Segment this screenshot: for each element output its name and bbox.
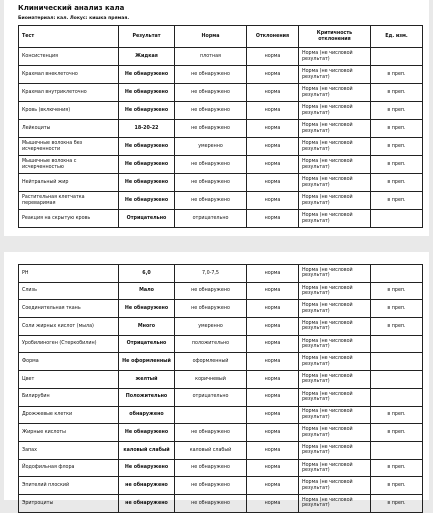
cell-test: Мышечные волокна с исчерченностью	[19, 156, 119, 174]
cell-criticality: Норма (не числовой результат)	[299, 388, 371, 406]
cell-deviation: норма	[247, 441, 299, 459]
cell-deviation: норма	[247, 138, 299, 156]
table-row	[19, 494, 423, 512]
cell-result: Не обнаружено	[119, 66, 175, 84]
header-deviation: Отклонения	[247, 26, 299, 48]
cell-deviation: норма	[247, 120, 299, 138]
table-row	[19, 265, 423, 283]
cell-criticality: Норма (не числовой результат)	[299, 335, 371, 353]
table-row	[19, 353, 423, 371]
cell-norm: не обнаружено	[175, 102, 247, 120]
cell-result: Не оформленный	[119, 353, 175, 371]
cell-norm: положительно	[175, 335, 247, 353]
cell-criticality: Норма (не числовой результат)	[299, 48, 371, 66]
header-test: Тест	[19, 26, 119, 48]
cell-deviation: норма	[247, 335, 299, 353]
cell-result: Жидкая	[119, 48, 175, 66]
cell-unit	[371, 441, 423, 459]
cell-result: Не обнаружено	[119, 300, 175, 318]
cell-criticality: Норма (не числовой результат)	[299, 102, 371, 120]
report-subtitle: Биоматериал: кал. Локус: кишка прямая.	[18, 16, 130, 21]
table-row	[19, 406, 423, 424]
cell-unit	[371, 210, 423, 228]
cell-test: Йодофильная флора	[19, 459, 119, 477]
cell-unit: в преп.	[371, 84, 423, 102]
cell-criticality: Норма (не числовой результат)	[299, 265, 371, 283]
cell-unit	[371, 48, 423, 66]
cell-test: Растительная клетчатка переваримая	[19, 192, 119, 210]
table-row	[19, 66, 423, 84]
cell-deviation: норма	[247, 300, 299, 318]
cell-deviation: норма	[247, 102, 299, 120]
cell-test: Запах	[19, 441, 119, 459]
cell-unit: в преп.	[371, 66, 423, 84]
cell-unit: в преп.	[371, 102, 423, 120]
cell-unit	[371, 335, 423, 353]
cell-result: Не обнаружено	[119, 84, 175, 102]
cell-norm: не обнаружено	[175, 477, 247, 495]
cell-result: 6,0	[119, 265, 175, 283]
cell-deviation: норма	[247, 459, 299, 477]
cell-deviation: норма	[247, 353, 299, 371]
cell-result: Не обнаружено	[119, 174, 175, 192]
table-row	[19, 156, 423, 174]
cell-criticality: Норма (не числовой результат)	[299, 300, 371, 318]
cell-norm: умеренно	[175, 318, 247, 336]
cell-result: Не обнаружено	[119, 138, 175, 156]
header-norm: Норма	[175, 26, 247, 48]
cell-unit: в преп.	[371, 477, 423, 495]
cell-norm: не обнаружено	[175, 300, 247, 318]
cell-unit: в преп.	[371, 174, 423, 192]
cell-norm: не обнаружено	[175, 174, 247, 192]
table-row	[19, 192, 423, 210]
cell-criticality: Норма (не числовой результат)	[299, 84, 371, 102]
cell-criticality: Норма (не числовой результат)	[299, 210, 371, 228]
cell-deviation: норма	[247, 84, 299, 102]
cell-norm: отрицательно	[175, 388, 247, 406]
cell-norm: умеренно	[175, 138, 247, 156]
cell-unit: в преп.	[371, 318, 423, 336]
cell-criticality: Норма (не числовой результат)	[299, 318, 371, 336]
cell-result: Отрицательно	[119, 335, 175, 353]
cell-result: не обнаружено	[119, 477, 175, 495]
cell-criticality: Норма (не числовой результат)	[299, 459, 371, 477]
cell-test: Нейтральный жир	[19, 174, 119, 192]
cell-test: Кровь (включения)	[19, 102, 119, 120]
cell-unit: в преп.	[371, 192, 423, 210]
cell-norm: каловый слабый	[175, 441, 247, 459]
cell-norm: 7,0-7,5	[175, 265, 247, 283]
table-row	[19, 477, 423, 495]
cell-test: Дрожжевые клетки	[19, 406, 119, 424]
report-title: Клинический анализ кала	[18, 4, 125, 12]
page-separator	[0, 236, 433, 252]
table-row	[19, 120, 423, 138]
cell-deviation: норма	[247, 282, 299, 300]
cell-deviation: норма	[247, 210, 299, 228]
table-row	[19, 138, 423, 156]
table-row	[19, 84, 423, 102]
cell-test: Мышечные волокна без исчерченности	[19, 138, 119, 156]
cell-unit: в преп.	[371, 120, 423, 138]
table-header-row	[19, 26, 423, 48]
cell-norm: коричневый	[175, 371, 247, 389]
cell-test: Эритроциты	[19, 494, 119, 512]
table-row	[19, 388, 423, 406]
cell-norm: отрицательно	[175, 210, 247, 228]
table-row	[19, 424, 423, 442]
cell-result: Мало	[119, 282, 175, 300]
cell-test: Лейкоциты	[19, 120, 119, 138]
cell-deviation: норма	[247, 318, 299, 336]
cell-test: Консистенция	[19, 48, 119, 66]
table-row	[19, 441, 423, 459]
table-row	[19, 318, 423, 336]
cell-criticality: Норма (не числовой результат)	[299, 282, 371, 300]
cell-norm	[175, 406, 247, 424]
cell-unit: в преп.	[371, 459, 423, 477]
cell-criticality: Норма (не числовой результат)	[299, 424, 371, 442]
cell-test: Цвет	[19, 371, 119, 389]
cell-criticality: Норма (не числовой результат)	[299, 353, 371, 371]
cell-unit: в преп.	[371, 406, 423, 424]
cell-result: не обнаружено	[119, 494, 175, 512]
cell-criticality: Норма (не числовой результат)	[299, 371, 371, 389]
table-row	[19, 371, 423, 389]
table-row	[19, 102, 423, 120]
cell-deviation: норма	[247, 48, 299, 66]
cell-norm: не обнаружено	[175, 282, 247, 300]
cell-unit: в преп.	[371, 494, 423, 512]
cell-unit: в преп.	[371, 300, 423, 318]
cell-criticality: Норма (не числовой результат)	[299, 120, 371, 138]
cell-norm: плотная	[175, 48, 247, 66]
cell-test: Соединительная ткань	[19, 300, 119, 318]
cell-result: обнаружено	[119, 406, 175, 424]
cell-criticality: Норма (не числовой результат)	[299, 494, 371, 512]
table-row	[19, 48, 423, 66]
cell-unit	[371, 353, 423, 371]
cell-deviation: норма	[247, 424, 299, 442]
table-row	[19, 174, 423, 192]
cell-result: желтый	[119, 371, 175, 389]
cell-result: Отрицательно	[119, 210, 175, 228]
cell-deviation: норма	[247, 174, 299, 192]
cell-criticality: Норма (не числовой результат)	[299, 477, 371, 495]
cell-result: Не обнаружено	[119, 459, 175, 477]
cell-unit	[371, 265, 423, 283]
header-unit: Ед. изм.	[371, 26, 423, 48]
cell-criticality: Норма (не числовой результат)	[299, 192, 371, 210]
table-body-page-2	[19, 265, 423, 513]
cell-deviation: норма	[247, 371, 299, 389]
cell-result: Много	[119, 318, 175, 336]
cell-test: Крахмал внеклеточно	[19, 66, 119, 84]
results-table-page-2	[18, 264, 423, 513]
cell-unit	[371, 371, 423, 389]
cell-unit: в преп.	[371, 138, 423, 156]
table-body-page-1	[19, 48, 423, 228]
table-row	[19, 459, 423, 477]
cell-norm: не обнаружено	[175, 192, 247, 210]
cell-criticality: Норма (не числовой результат)	[299, 406, 371, 424]
cell-result: Не обнаружено	[119, 102, 175, 120]
cell-result: 18-20-22	[119, 120, 175, 138]
cell-norm: не обнаружено	[175, 424, 247, 442]
cell-unit: в преп.	[371, 282, 423, 300]
cell-result: Не обнаружено	[119, 192, 175, 210]
cell-result: Положительно	[119, 388, 175, 406]
cell-unit	[371, 388, 423, 406]
cell-deviation: норма	[247, 156, 299, 174]
report-page-1	[4, 0, 429, 236]
cell-criticality: Норма (не числовой результат)	[299, 174, 371, 192]
cell-norm: не обнаружено	[175, 66, 247, 84]
cell-norm: не обнаружено	[175, 84, 247, 102]
cell-test: PH	[19, 265, 119, 283]
cell-deviation: норма	[247, 265, 299, 283]
cell-result: Не обнаружено	[119, 156, 175, 174]
cell-test: Форма	[19, 353, 119, 371]
cell-norm: не обнаружено	[175, 156, 247, 174]
cell-deviation: норма	[247, 406, 299, 424]
cell-test: Билирубин	[19, 388, 119, 406]
table-row	[19, 300, 423, 318]
report-page-2	[4, 252, 429, 509]
cell-unit: в преп.	[371, 424, 423, 442]
cell-criticality: Норма (не числовой результат)	[299, 138, 371, 156]
results-table-page-1	[18, 25, 423, 228]
cell-test: Эпителий плоский	[19, 477, 119, 495]
cell-norm: оформленный	[175, 353, 247, 371]
cell-norm: не обнаружено	[175, 120, 247, 138]
cell-result: каловый слабый	[119, 441, 175, 459]
cell-test: Реакция на скрытую кровь	[19, 210, 119, 228]
table-row	[19, 282, 423, 300]
cell-result: Не обнаружено	[119, 424, 175, 442]
cell-unit: в преп.	[371, 156, 423, 174]
cell-test: Слизь	[19, 282, 119, 300]
cell-norm: не обнаружено	[175, 494, 247, 512]
table-row	[19, 335, 423, 353]
cell-deviation: норма	[247, 388, 299, 406]
cell-deviation: норма	[247, 66, 299, 84]
table-row	[19, 210, 423, 228]
cell-deviation: норма	[247, 477, 299, 495]
cell-test: Соли жирных кислот (мыла)	[19, 318, 119, 336]
cell-norm: не обнаружено	[175, 459, 247, 477]
cell-test: Крахмал внутриклеточно	[19, 84, 119, 102]
header-criticality: Критичность отклонения	[299, 26, 371, 48]
cell-criticality: Норма (не числовой результат)	[299, 441, 371, 459]
cell-deviation: норма	[247, 494, 299, 512]
header-result: Результат	[119, 26, 175, 48]
cell-criticality: Норма (не числовой результат)	[299, 156, 371, 174]
cell-test: Жирные кислоты	[19, 424, 119, 442]
cell-test: Уробилиноген (Стеркобилин)	[19, 335, 119, 353]
cell-criticality: Норма (не числовой результат)	[299, 66, 371, 84]
cell-deviation: норма	[247, 192, 299, 210]
